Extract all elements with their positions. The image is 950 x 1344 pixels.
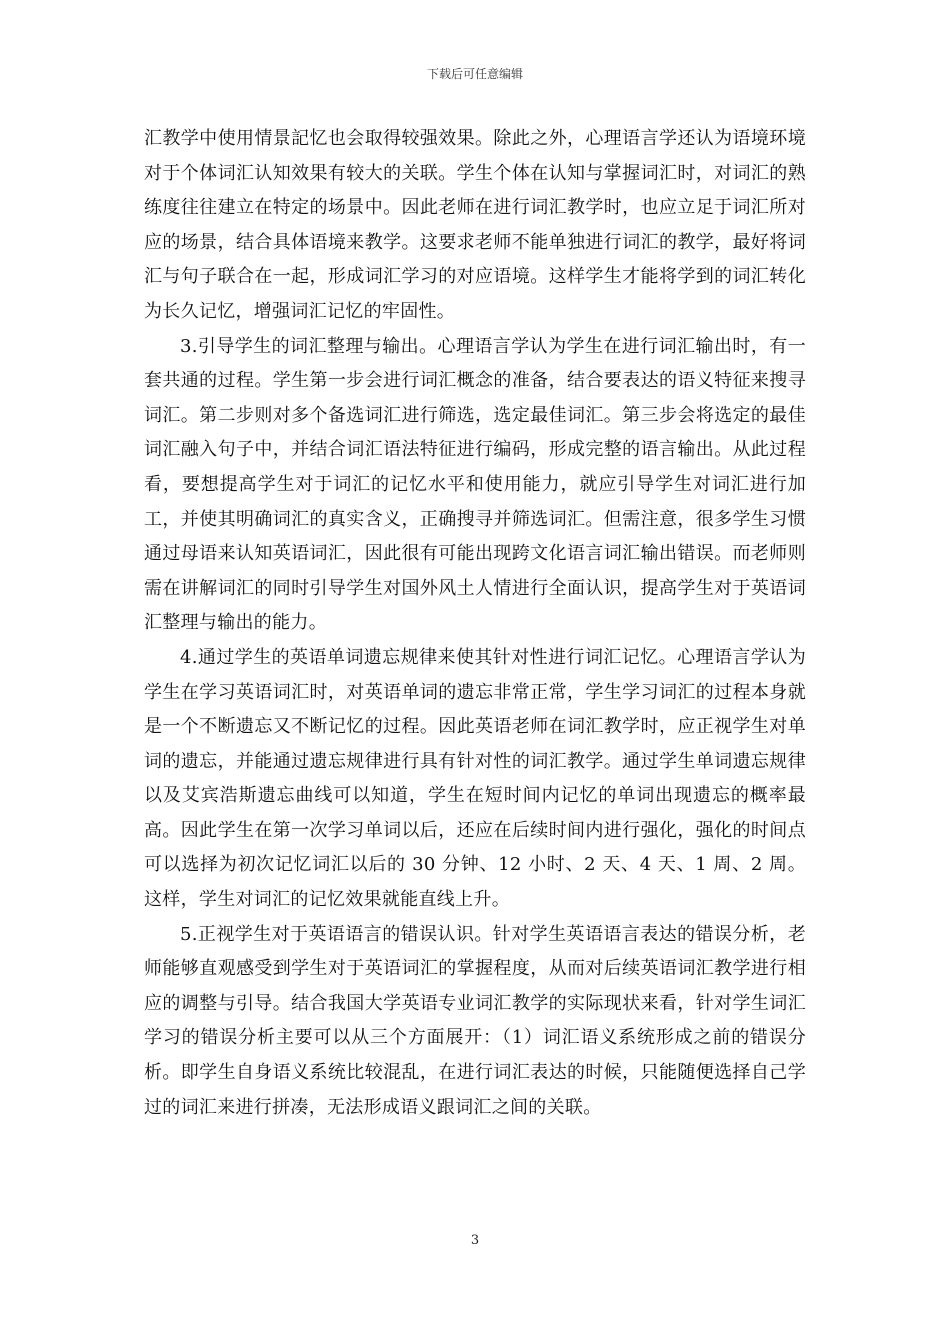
paragraph-item-5: 5.正视学生对于英语语言的错误认识。针对学生英语语言表达的错误分析，老师能够直观感受到学生对于英语词汇的掌握程度，从而对后续英语词汇教学进行相应的调整与引导。结合我国大学英语专业词汇教学的实际现状来看，针对学生词汇学习的错误分析主要可以从三个方面展开：（1）词汇语义系统形成之前的错误分析。即学生自身语义系统比较混乱，在进行词汇表达的时候，只能随便选择自己学过的词汇来进行拼凑，无法形成语义跟词汇之间的关联。 — [144, 923, 806, 1118]
paragraph-item-4: 4.通过学生的英语单词遗忘规律来使其针对性进行词汇记忆。心理语言学认为学生在学习英语词汇时，对英语单词的遗忘非常正常，学生学习词汇的过程本身就是一个不断遗忘又不断记忆的过程。因此英语老师在词汇教学时，应正视学生对单词的遗忘，并能通过遗忘规律进行具有针对性的词汇教学。通过学生单词遗忘规律以及艾宾浩斯遗忘曲线可以知道，学生在短时间内记忆的单词出现遗忘的概率最高。因此学生在第一次学习单词以后，还应在后续时间内进行强化，强化的时间点可以选择为初次记忆词汇以后的 30 分钟、12 小时、2 天、4 天、1 周、2 周。这样，学生对词汇的记忆效果就能直线上升。 — [144, 646, 806, 911]
page-header: 下载后可任意编辑 — [426, 67, 523, 81]
paragraph-continuation: 汇教学中使用情景記忆也会取得较强效果。除此之外，心理语言学还认为语境环境对于个体词汇认知效果有较大的关联。学生个体在认知与掌握词汇时，对词汇的熟练度往往建立在特定的场景中。因此老师在进行词汇教学时，也应立足于词汇所对应的场景，结合具体语境来教学。这要求老师不能单独进行词汇的教学，最好将词汇与句子联合在一起，形成词汇学习的对应语境。这样学生才能将学到的词汇转化为长久记忆，增强词汇记忆的牢固性。 — [144, 128, 806, 322]
paragraph-item-3: 3.引导学生的词汇整理与输出。心理语言学认为学生在进行词汇输出时，有一套共通的过程。学生第一步会进行词汇概念的准备，结合要表达的语义特征来搜寻词汇。第二步则对多个备选词汇进行筛选，选定最佳词汇。第三步会将选定的最佳词汇融入句子中，并结合词汇语法特征进行编码，形成完整的语言输出。从此过程看，要想提高学生对于词汇的记忆水平和使用能力，就应引导学生对词汇进行加工，并使其明确词汇的真实含义，正确搜寻并筛选词汇。但需注意，很多学生习惯通过母语来认知英语词汇，因此很有可能出现跨文化语言词汇输出错误。而老师则需在讲解词汇的同时引导学生对国外风土人情进行全面认识，提高学生对于英语词汇整理与输出的能力。 — [144, 335, 806, 634]
document-body — [144, 122, 806, 1125]
page-number: 3 — [470, 1233, 480, 1248]
